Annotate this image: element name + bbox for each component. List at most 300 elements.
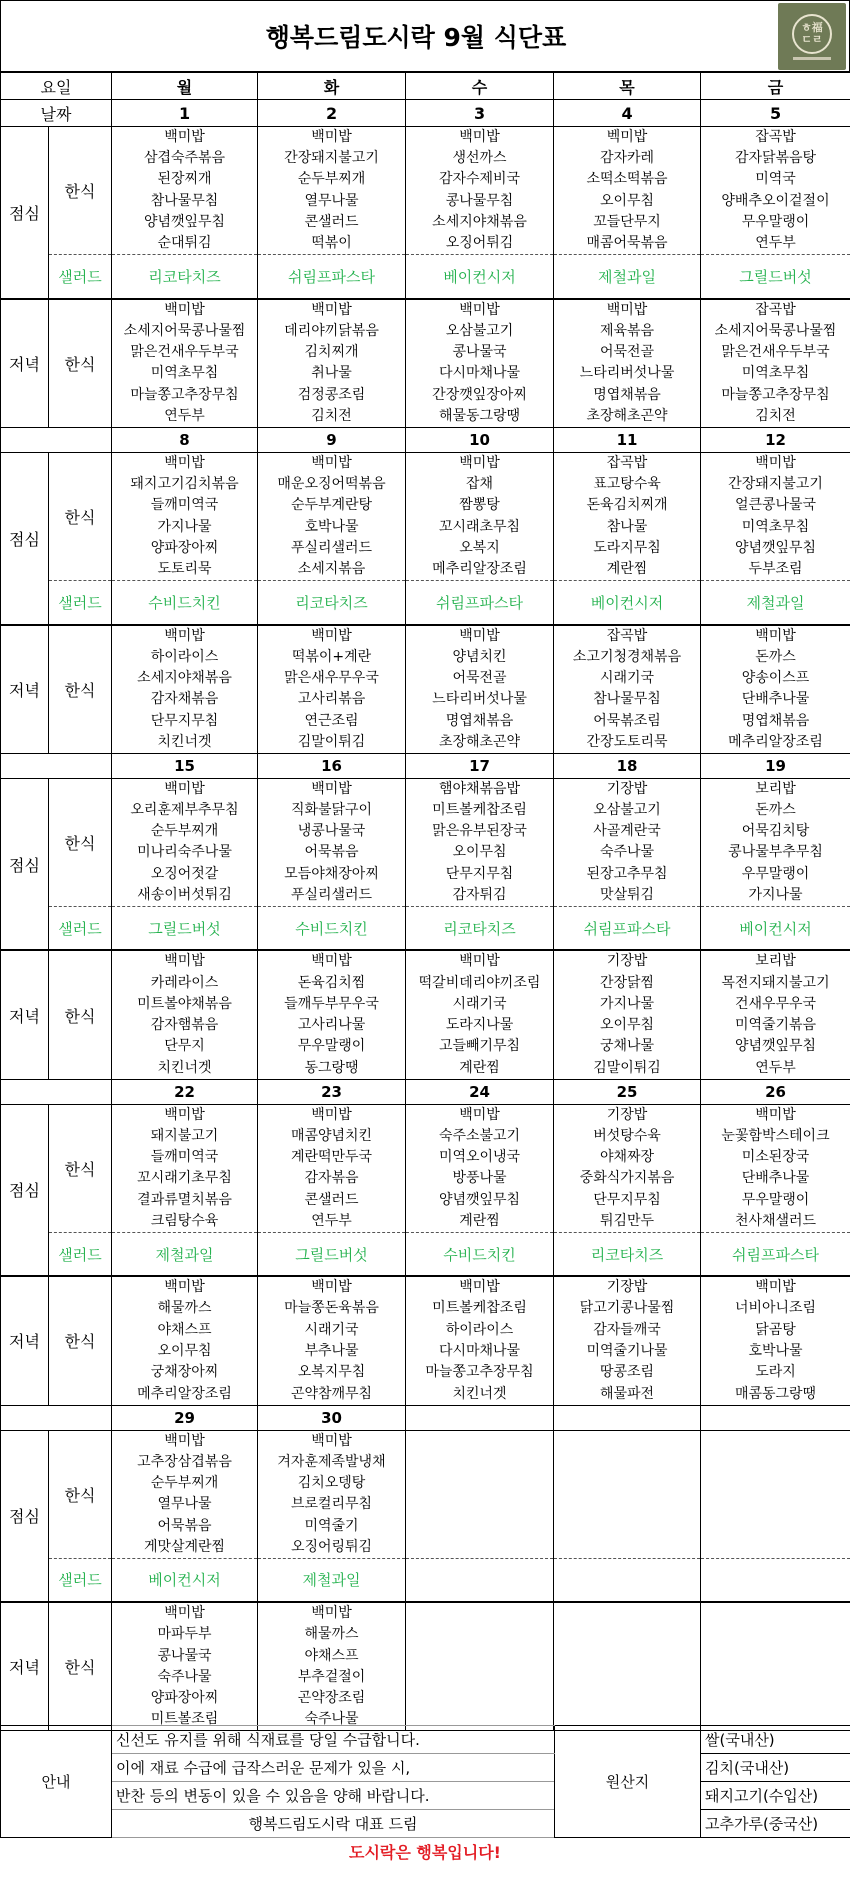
dish-cell: 얼큰콩나물국 xyxy=(701,495,850,516)
notice-line: 반찬 등의 변동이 있을 수 있음을 양해 바랍니다. xyxy=(112,1781,555,1809)
lunch-dish-row xyxy=(1,516,850,537)
meal-label-dinner: 저녁 xyxy=(1,1602,49,1731)
dish-cell: 기장밥 xyxy=(554,778,701,800)
meal-label-dinner: 저녁 xyxy=(1,299,49,428)
dish-cell: 맑은건새우두부국 xyxy=(112,342,258,363)
dish-cell: 가지나물 xyxy=(112,516,258,537)
dinner-dish-row xyxy=(1,1384,850,1406)
dish-cell: 미역오이냉국 xyxy=(406,1147,554,1168)
dish-cell: 두부조림 xyxy=(701,559,850,581)
lunch-dish-row xyxy=(1,864,850,885)
dish-cell: 천사채샐러드 xyxy=(701,1211,850,1233)
dish-cell: 떡갈비데리야끼조림 xyxy=(406,972,554,993)
dinner-dish-row xyxy=(1,299,850,321)
dish-cell: 숙주나물 xyxy=(112,1667,258,1688)
salad-row xyxy=(1,1558,850,1602)
dish-cell: 백미밥 xyxy=(258,950,406,972)
dish-cell: 초장해초곤약 xyxy=(406,732,554,754)
dish-cell: 명엽채볶음 xyxy=(554,385,701,406)
dish-cell: 감자카레 xyxy=(554,148,701,169)
dish-cell: 양념깻잎무침 xyxy=(112,212,258,233)
salad-cell: 제철과일 xyxy=(112,1232,258,1276)
dish-cell xyxy=(406,1602,554,1624)
dish-cell: 콩나물무침 xyxy=(406,191,554,212)
dish-cell: 잡곡밥 xyxy=(554,625,701,647)
date-cell: 3 xyxy=(406,100,554,127)
salad-cell: 수비드치킨 xyxy=(406,1232,554,1276)
dish-cell: 백미밥 xyxy=(112,127,258,149)
dish-cell: 잡채 xyxy=(406,474,554,495)
dish-cell xyxy=(701,1430,850,1452)
dish-cell: 호박나물 xyxy=(701,1341,850,1362)
dish-cell: 제육볶음 xyxy=(554,321,701,342)
dish-cell: 된장찌개 xyxy=(112,169,258,190)
date-cell: 30 xyxy=(258,1405,406,1430)
dish-cell: 콩나물국 xyxy=(406,342,554,363)
date-cell xyxy=(554,1405,701,1430)
date-cell: 22 xyxy=(112,1079,258,1104)
dish-cell: 단무지무침 xyxy=(406,864,554,885)
dish-cell: 오삼불고기 xyxy=(406,321,554,342)
dinner-dish-row xyxy=(1,1341,850,1362)
dish-cell: 크림탕수육 xyxy=(112,1211,258,1233)
dish-cell: 순두부찌개 xyxy=(112,821,258,842)
dish-cell: 도라지무침 xyxy=(554,538,701,559)
dish-cell: 간장돼지불고기 xyxy=(258,148,406,169)
lunch-dish-row xyxy=(1,1473,850,1494)
dish-cell: 들깨두부무우국 xyxy=(258,994,406,1015)
notice-label: 안내 xyxy=(1,1725,112,1837)
dinner-dish-row xyxy=(1,1667,850,1688)
date-cell: 24 xyxy=(406,1079,554,1104)
dish-cell: 소세지어묵콩나물찜 xyxy=(112,321,258,342)
dish-cell: 계란찜 xyxy=(406,1058,554,1080)
dish-cell: 단배추나물 xyxy=(701,689,850,710)
salad-cell: 리코타치즈 xyxy=(258,581,406,625)
dish-cell: 취나물 xyxy=(258,363,406,384)
dish-cell: 맑은유부된장국 xyxy=(406,821,554,842)
lunch-dish-row xyxy=(1,1494,850,1515)
dish-cell: 미트볼야채볶음 xyxy=(112,994,258,1015)
date-row xyxy=(1,1079,850,1104)
dish-cell: 목전지돼지불고기 xyxy=(701,972,850,993)
dish-cell: 오이무침 xyxy=(554,1015,701,1036)
dish-cell: 단무지무침 xyxy=(112,710,258,731)
date-header-row xyxy=(1,100,850,127)
dinner-dish-row xyxy=(1,732,850,754)
dish-cell: 오징어튀김 xyxy=(406,233,554,255)
dish-cell: 메추리알장조림 xyxy=(406,559,554,581)
lunch-dish-row xyxy=(1,1452,850,1473)
dish-cell: 양념깻잎무침 xyxy=(406,1190,554,1211)
dish-cell: 감자닭볶음탕 xyxy=(701,148,850,169)
dish-cell: 건새우무우국 xyxy=(701,994,850,1015)
salad-cell: 수비드치킨 xyxy=(258,906,406,950)
dish-cell: 콩나물국 xyxy=(112,1645,258,1666)
dish-cell: 미역줄기볶음 xyxy=(701,1015,850,1036)
dish-cell: 미트볼케찹조림 xyxy=(406,1298,554,1319)
dish-cell xyxy=(406,1452,554,1473)
dish-cell: 기장밥 xyxy=(554,950,701,972)
dish-cell: 시래기국 xyxy=(554,668,701,689)
dish-cell: 오리훈제부추무침 xyxy=(112,800,258,821)
dish-cell: 순두부계란탕 xyxy=(258,495,406,516)
dish-cell: 잡곡밥 xyxy=(701,299,850,321)
dish-cell: 기장밥 xyxy=(554,1276,701,1298)
slogan: 도시락은 행복입니다! xyxy=(349,1842,501,1862)
date-cell: 25 xyxy=(554,1079,701,1104)
dish-cell: 검정콩조림 xyxy=(258,385,406,406)
dish-cell: 오복지 xyxy=(406,538,554,559)
dish-cell: 양념깻잎무침 xyxy=(701,538,850,559)
dinner-dish-row xyxy=(1,406,850,428)
origin-item: 쌀(국내산) xyxy=(701,1725,850,1753)
origin-label: 원산지 xyxy=(555,1725,701,1837)
dish-cell: 치킨너겟 xyxy=(112,1058,258,1080)
dish-cell: 벡미밥 xyxy=(554,127,701,149)
salad-cell: 그릴드버섯 xyxy=(701,255,850,299)
dish-cell: 백미밥 xyxy=(701,1276,850,1298)
dinner-dish-row xyxy=(1,689,850,710)
dish-cell xyxy=(406,1473,554,1494)
dinner-dish-row xyxy=(1,1624,850,1645)
lunch-dish-row xyxy=(1,885,850,907)
dinner-dish-row xyxy=(1,625,850,647)
dish-cell xyxy=(554,1430,701,1452)
dish-cell: 계란찜 xyxy=(554,559,701,581)
dinner-dish-row xyxy=(1,342,850,363)
dish-cell: 다시마채나물 xyxy=(406,1341,554,1362)
dish-cell xyxy=(701,1602,850,1624)
dish-cell: 매콤동그랑땡 xyxy=(701,1384,850,1406)
dish-cell: 백미밥 xyxy=(258,778,406,800)
page-title xyxy=(0,0,850,72)
salad-cell: 그릴드버섯 xyxy=(112,906,258,950)
lunch-dish-row xyxy=(1,1104,850,1126)
date-cell: 29 xyxy=(112,1405,258,1430)
dish-cell: 감자들깨국 xyxy=(554,1320,701,1341)
logo-subtext xyxy=(793,57,831,60)
date-row-spacer xyxy=(1,427,112,452)
dish-cell: 무우말랭이 xyxy=(701,212,850,233)
meal-label-lunch: 점심 xyxy=(1,1104,49,1276)
dish-cell: 생선까스 xyxy=(406,148,554,169)
salad-cell: 쉬림프파스타 xyxy=(554,906,701,950)
salad-row xyxy=(1,255,850,299)
date-row xyxy=(1,427,850,452)
dinner-dish-row xyxy=(1,1058,850,1080)
dish-cell: 방풍나물 xyxy=(406,1168,554,1189)
dish-cell: 푸실리샐러드 xyxy=(258,538,406,559)
dish-cell: 오삼불고기 xyxy=(554,800,701,821)
dish-cell: 무우말랭이 xyxy=(701,1190,850,1211)
dish-cell xyxy=(701,1645,850,1666)
dish-cell: 백미밥 xyxy=(112,1104,258,1126)
dish-cell: 김치찌개 xyxy=(258,342,406,363)
date-cell: 8 xyxy=(112,427,258,452)
dish-cell: 양배추오이겉절이 xyxy=(701,191,850,212)
dish-cell: 백미밥 xyxy=(701,452,850,474)
origin-item: 고추가루(중국산) xyxy=(701,1809,850,1837)
dish-cell: 가지나물 xyxy=(554,994,701,1015)
dish-cell xyxy=(406,1645,554,1666)
dish-cell: 직화불닭구이 xyxy=(258,800,406,821)
meal-label-dinner: 저녁 xyxy=(1,625,49,754)
dish-cell xyxy=(701,1452,850,1473)
salad-cell: 베이컨시저 xyxy=(112,1558,258,1602)
dish-cell: 짬뽕탕 xyxy=(406,495,554,516)
dish-cell: 궁채나물 xyxy=(554,1036,701,1057)
salad-cell: 쉬림프파스타 xyxy=(258,255,406,299)
dinner-dish-row xyxy=(1,710,850,731)
dinner-dish-row xyxy=(1,647,850,668)
notice-line: 이에 재료 수급에 급작스러운 문제가 있을 시, xyxy=(112,1753,555,1781)
dish-cell xyxy=(554,1688,701,1709)
dish-cell: 김치전 xyxy=(701,406,850,428)
dish-cell: 백미밥 xyxy=(701,1104,850,1126)
dinner-dish-row xyxy=(1,1015,850,1036)
meal-label-lunch: 점심 xyxy=(1,1430,49,1602)
meal-label-dinner: 저녁 xyxy=(1,950,49,1079)
dish-cell: 도토리묵 xyxy=(112,559,258,581)
dish-cell: 미역초무침 xyxy=(112,363,258,384)
dish-cell xyxy=(554,1494,701,1515)
dish-cell: 소세지야채볶음 xyxy=(406,212,554,233)
dish-cell: 간장닭찜 xyxy=(554,972,701,993)
lunch-dish-row xyxy=(1,1537,850,1559)
dish-cell: 순대튀김 xyxy=(112,233,258,255)
dish-cell: 백미밥 xyxy=(258,1430,406,1452)
dish-cell xyxy=(406,1667,554,1688)
dish-cell xyxy=(406,1688,554,1709)
dish-cell: 해물까스 xyxy=(112,1298,258,1319)
dish-cell: 버섯탕수육 xyxy=(554,1126,701,1147)
dish-cell: 백미밥 xyxy=(112,452,258,474)
dish-cell: 맑은새우무우국 xyxy=(258,668,406,689)
dish-cell: 백미밥 xyxy=(406,127,554,149)
notice-signature: 행복드림도시락 대표 드림 xyxy=(112,1809,555,1837)
title-text: 행복드림도시락 9월 식단표 xyxy=(265,23,567,52)
date-cell: 5 xyxy=(701,100,850,127)
dish-cell: 양송이스프 xyxy=(701,668,850,689)
dish-cell: 백미밥 xyxy=(258,452,406,474)
dish-cell: 야채스프 xyxy=(112,1320,258,1341)
dish-cell: 냉콩나물국 xyxy=(258,821,406,842)
dish-cell: 고사리나물 xyxy=(258,1015,406,1036)
date-cell: 15 xyxy=(112,753,258,778)
dish-cell xyxy=(701,1667,850,1688)
dish-cell: 명엽채볶음 xyxy=(701,710,850,731)
dish-cell: 표고탕수육 xyxy=(554,474,701,495)
date-cell: 2 xyxy=(258,100,406,127)
dish-cell: 오징어링튀김 xyxy=(258,1537,406,1559)
dish-cell: 참나물무침 xyxy=(112,191,258,212)
dish-cell: 돼지고기김치볶음 xyxy=(112,474,258,495)
dish-cell xyxy=(701,1473,850,1494)
dish-cell: 매콤어묵볶음 xyxy=(554,233,701,255)
date-cell: 26 xyxy=(701,1079,850,1104)
dish-cell: 연두부 xyxy=(701,233,850,255)
salad-cell: 베이컨시저 xyxy=(554,581,701,625)
salad-row xyxy=(1,581,850,625)
dish-cell: 모듬야채장아찌 xyxy=(258,864,406,885)
dish-cell: 맛살튀김 xyxy=(554,885,701,907)
dish-cell: 궁채장아찌 xyxy=(112,1362,258,1383)
dish-cell: 미소된장국 xyxy=(701,1147,850,1168)
dish-cell: 김말이튀김 xyxy=(554,1058,701,1080)
dish-cell: 백미밥 xyxy=(258,625,406,647)
dish-cell: 꼬시래기초무침 xyxy=(112,1168,258,1189)
dish-cell: 다시마채나물 xyxy=(406,363,554,384)
weekday-header: 화 xyxy=(258,73,406,100)
dish-cell: 백미밥 xyxy=(112,299,258,321)
salad-row xyxy=(1,1232,850,1276)
cuisine-label: 한식 xyxy=(49,299,112,428)
dish-cell: 미역초무침 xyxy=(701,516,850,537)
dish-cell: 콘샐러드 xyxy=(258,212,406,233)
dish-cell: 소세지볶음 xyxy=(258,559,406,581)
dish-cell xyxy=(554,1602,701,1624)
dish-cell: 백미밥 xyxy=(112,950,258,972)
dish-cell: 어묵볶음 xyxy=(258,842,406,863)
weekday-header: 금 xyxy=(701,73,850,100)
dish-cell: 들깨미역국 xyxy=(112,1147,258,1168)
dish-cell: 새송이버섯튀김 xyxy=(112,885,258,907)
dish-cell: 계란떡만두국 xyxy=(258,1147,406,1168)
date-cell: 19 xyxy=(701,753,850,778)
dish-cell: 너비아니조림 xyxy=(701,1298,850,1319)
dish-cell: 잡곡밥 xyxy=(701,127,850,149)
dish-cell: 삼겹숙주볶음 xyxy=(112,148,258,169)
dish-cell: 동그랑땡 xyxy=(258,1058,406,1080)
dish-cell: 소세지어묵콩나물찜 xyxy=(701,321,850,342)
dish-cell: 호박나물 xyxy=(258,516,406,537)
dish-cell: 참나물무침 xyxy=(554,689,701,710)
dish-cell: 마파두부 xyxy=(112,1624,258,1645)
lunch-dish-row xyxy=(1,212,850,233)
dish-cell: 우무말랭이 xyxy=(701,864,850,885)
salad-cell: 베이컨시저 xyxy=(701,906,850,950)
dish-cell: 단무지 xyxy=(112,1036,258,1057)
lunch-dish-row xyxy=(1,842,850,863)
salad-label: 샐러드 xyxy=(49,255,112,299)
dish-cell: 가지나물 xyxy=(701,885,850,907)
dish-cell: 백미밥 xyxy=(406,299,554,321)
dish-cell: 마늘쫑고추장무침 xyxy=(112,385,258,406)
dish-cell: 연두부 xyxy=(701,1058,850,1080)
dish-cell: 백미밥 xyxy=(258,1104,406,1126)
brand-logo xyxy=(778,3,846,70)
dish-cell: 결과류멸치볶음 xyxy=(112,1190,258,1211)
dish-cell: 카레라이스 xyxy=(112,972,258,993)
dish-cell: 양념깻잎무침 xyxy=(701,1036,850,1057)
cuisine-label: 한식 xyxy=(49,778,112,906)
dinner-dish-row xyxy=(1,321,850,342)
dish-cell: 백미밥 xyxy=(406,1276,554,1298)
date-row-spacer xyxy=(1,1405,112,1430)
salad-cell: 제철과일 xyxy=(701,581,850,625)
dish-cell: 소세지야채볶음 xyxy=(112,668,258,689)
dish-cell xyxy=(406,1494,554,1515)
dinner-dish-row xyxy=(1,1276,850,1298)
dish-cell: 무우말랭이 xyxy=(258,1036,406,1057)
weekday-header: 월 xyxy=(112,73,258,100)
dinner-dish-row xyxy=(1,972,850,993)
dish-cell: 시래기국 xyxy=(406,994,554,1015)
dish-cell xyxy=(554,1515,701,1536)
dish-cell: 순두부찌개 xyxy=(112,1473,258,1494)
dish-cell: 초장해초곤약 xyxy=(554,406,701,428)
dish-cell: 백미밥 xyxy=(112,1430,258,1452)
dish-cell xyxy=(406,1624,554,1645)
dish-cell: 감자튀김 xyxy=(406,885,554,907)
dish-cell: 부추겉절이 xyxy=(258,1667,406,1688)
dish-cell: 고추장삼겹볶음 xyxy=(112,1452,258,1473)
dish-cell: 돈까스 xyxy=(701,647,850,668)
date-row-spacer xyxy=(1,1079,112,1104)
lunch-dish-row xyxy=(1,127,850,149)
dish-cell: 미트볼조림 xyxy=(112,1709,258,1731)
dish-cell: 시래기국 xyxy=(258,1320,406,1341)
meal-label-lunch: 점심 xyxy=(1,127,49,299)
dish-cell: 느타리버섯나물 xyxy=(554,363,701,384)
dish-cell: 하이라이스 xyxy=(112,647,258,668)
dish-cell: 미역줄기 xyxy=(258,1515,406,1536)
dish-cell: 매콤양념치킨 xyxy=(258,1126,406,1147)
dish-cell: 매운오징어떡볶음 xyxy=(258,474,406,495)
dish-cell: 양파장아찌 xyxy=(112,538,258,559)
dish-cell: 떡볶이 xyxy=(258,233,406,255)
dinner-dish-row xyxy=(1,385,850,406)
date-cell: 11 xyxy=(554,427,701,452)
dish-cell xyxy=(554,1473,701,1494)
date-cell: 23 xyxy=(258,1079,406,1104)
dish-cell: 백미밥 xyxy=(406,1104,554,1126)
dish-cell: 푸실리샐러드 xyxy=(258,885,406,907)
dish-cell: 부추나물 xyxy=(258,1341,406,1362)
lunch-dish-row xyxy=(1,1147,850,1168)
dish-cell: 단배추나물 xyxy=(701,1168,850,1189)
dish-cell: 마늘쫑돈육볶음 xyxy=(258,1298,406,1319)
dinner-dish-row xyxy=(1,1036,850,1057)
cuisine-label: 한식 xyxy=(49,625,112,754)
dish-cell: 김치오뎅탕 xyxy=(258,1473,406,1494)
cuisine-label: 한식 xyxy=(49,1602,112,1731)
meal-label-dinner: 저녁 xyxy=(1,1276,49,1405)
salad-cell: 수비드치킨 xyxy=(112,581,258,625)
lunch-dish-row xyxy=(1,495,850,516)
date-row xyxy=(1,753,850,778)
dish-cell: 백미밥 xyxy=(112,1276,258,1298)
dish-cell: 치킨너겟 xyxy=(112,732,258,754)
dish-cell: 백미밥 xyxy=(112,778,258,800)
dish-cell: 야채스프 xyxy=(258,1645,406,1666)
salad-cell: 리코타치즈 xyxy=(554,1232,701,1276)
date-label: 날짜 xyxy=(1,100,112,127)
date-cell xyxy=(701,1405,850,1430)
dish-cell: 어묵볶조림 xyxy=(554,710,701,731)
dish-cell: 닭고기콩나물찜 xyxy=(554,1298,701,1319)
dish-cell: 꼬들단무지 xyxy=(554,212,701,233)
dish-cell: 중화식가지볶음 xyxy=(554,1168,701,1189)
yoil-label: 요일 xyxy=(1,73,112,100)
dish-cell: 단무지무침 xyxy=(554,1190,701,1211)
dish-cell: 간장깻잎장아찌 xyxy=(406,385,554,406)
lunch-dish-row xyxy=(1,1515,850,1536)
dish-cell xyxy=(406,1515,554,1536)
dish-cell: 야채짜장 xyxy=(554,1147,701,1168)
salad-cell: 베이컨시저 xyxy=(406,255,554,299)
